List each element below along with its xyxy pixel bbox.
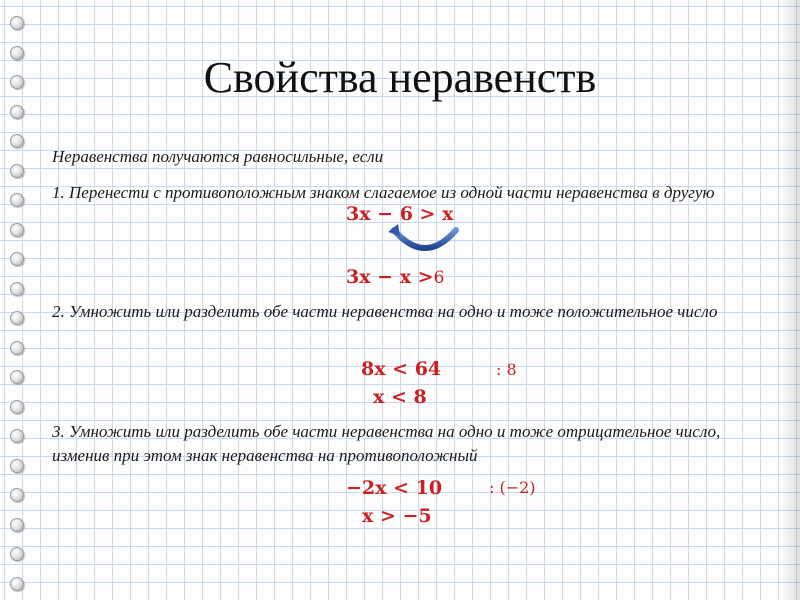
spiral-ring-icon (10, 164, 24, 178)
rule-3-text: 3. Умножить или разделить обе части неравенства на одно и тоже отрицательное число, изменив при этом знак неравенства на противоположный (52, 422, 721, 465)
example-3-line-2: x > −5 (362, 505, 432, 527)
example-1-after-left: 3x − x > (346, 266, 434, 288)
example-3-line-1: −2x < 10 (346, 477, 443, 499)
spiral-ring-icon (10, 193, 24, 207)
example-1-after (346, 266, 444, 288)
spiral-ring-icon (10, 400, 24, 414)
spiral-ring-icon (10, 134, 24, 148)
spiral-ring-icon (10, 429, 24, 443)
example-2-line-1: 8x < 64 (361, 358, 442, 380)
example-1-after-right: 6 (433, 268, 445, 288)
example-2-line-2: x < 8 (373, 386, 427, 408)
spiral-ring-icon (10, 223, 24, 237)
example-3-operation: : (−2) (489, 478, 536, 497)
example-1-before: 3x − 6 > x (346, 203, 454, 225)
spiral-ring-icon (10, 370, 24, 384)
spiral-ring-icon (10, 488, 24, 502)
page-title: Свойства неравенств (203, 53, 597, 102)
rule-1-text: 1. Перенести с противоположным знаком слагаемое из одной части неравенства в другую (52, 183, 715, 202)
example-2-operation: : 8 (496, 360, 517, 379)
spiral-ring-icon (10, 518, 24, 532)
spiral-ring-icon (10, 282, 24, 296)
spiral-ring-icon (10, 547, 24, 561)
spiral-ring-icon (10, 252, 24, 266)
intro-text: Неравенства получаются равносильные, если (52, 147, 384, 166)
spiral-ring-icon (10, 16, 24, 30)
spiral-ring-icon (10, 341, 24, 355)
spiral-ring-icon (10, 311, 24, 325)
curved-swap-arrow-icon (388, 222, 462, 256)
rule-2-text: 2. Умножить или разделить обе части неравенства на одно и тоже положительное число (52, 302, 718, 321)
spiral-ring-icon (10, 577, 24, 591)
spiral-ring-icon (10, 459, 24, 473)
spiral-ring-icon (10, 105, 24, 119)
